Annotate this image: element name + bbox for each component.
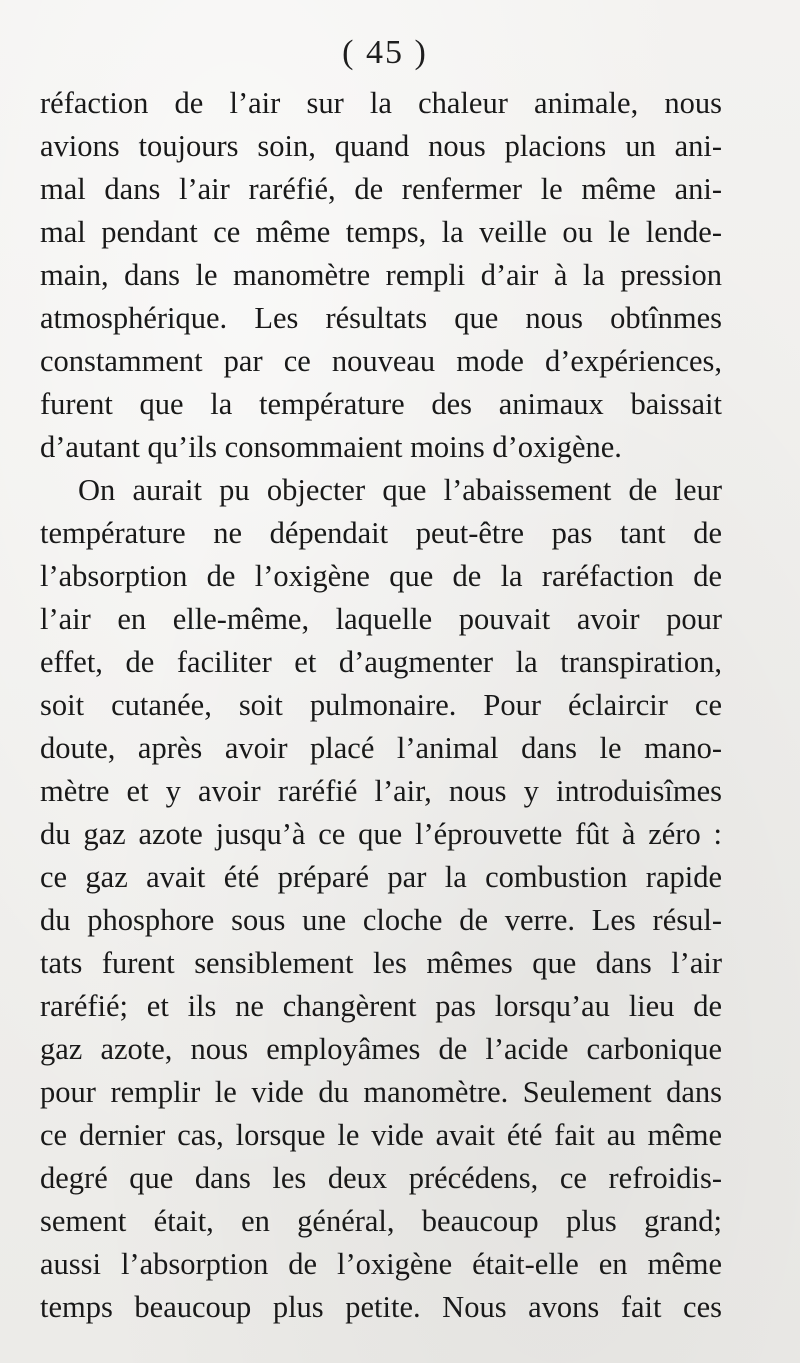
- text-line: raréfié; et ils ne changèrent pas lorsqu’au lieu de: [40, 989, 722, 1023]
- paragraph-2: [40, 469, 722, 1329]
- text-line: soit cutanée, soit pulmonaire. Pour éclaircir ce: [40, 688, 722, 722]
- text-line: effet, de faciliter et d’augmenter la transpiration,: [40, 645, 722, 679]
- text-line: mal dans l’air raréfié, de renfermer le même ani-: [40, 172, 722, 206]
- text-line: pour remplir le vide du manomètre. Seulement dans: [40, 1075, 722, 1109]
- text-line: doute, après avoir placé l’animal dans le mano-: [40, 731, 722, 765]
- text-line: température ne dépendait peut-être pas tant de: [40, 516, 722, 550]
- text-line: atmosphérique. Les résultats que nous obtînmes: [40, 301, 722, 335]
- text-line: du gaz azote jusqu’à ce que l’éprouvette fût à zéro :: [40, 817, 722, 851]
- text-line: On aurait pu objecter que l’abaissement de leur: [78, 473, 722, 507]
- text-line: mètre et y avoir raréfié l’air, nous y introduisîmes: [40, 774, 722, 808]
- text-line: ce gaz avait été préparé par la combustion rapide: [40, 860, 722, 894]
- text-line: aussi l’absorption de l’oxigène était-elle en même: [40, 1247, 722, 1281]
- text-line: sement était, en général, beaucoup plus grand;: [40, 1204, 722, 1238]
- text-line: mal pendant ce même temps, la veille ou le lende-: [40, 215, 722, 249]
- text-line: main, dans le manomètre rempli d’air à la pression: [40, 258, 722, 292]
- page-number: ( 45 ): [342, 34, 428, 71]
- text-line: constamment par ce nouveau mode d’expériences,: [40, 344, 722, 378]
- text-line: tats furent sensiblement les mêmes que dans l’air: [40, 946, 722, 980]
- text-line: l’air en elle-même, laquelle pouvait avoir pour: [40, 602, 722, 636]
- text-line: réfaction de l’air sur la chaleur animale, nous: [40, 86, 722, 120]
- text-line: degré que dans les deux précédens, ce refroidis-: [40, 1161, 722, 1195]
- text-line: ce dernier cas, lorsque le vide avait été fait au même: [40, 1118, 722, 1152]
- body-text: [40, 82, 722, 1329]
- text-line: temps beaucoup plus petite. Nous avons fait ces: [40, 1290, 722, 1324]
- paragraph-1: [40, 82, 722, 469]
- text-line: l’absorption de l’oxigène que de la raréfaction de: [40, 559, 722, 593]
- text-line: du phosphore sous une cloche de verre. Les résul-: [40, 903, 722, 937]
- text-line: avions toujours soin, quand nous placions un ani-: [40, 129, 722, 163]
- text-line: d’autant qu’ils consommaient moins d’oxigène.: [40, 430, 622, 464]
- text-line: gaz azote, nous employâmes de l’acide carbonique: [40, 1032, 722, 1066]
- text-line: furent que la température des animaux baissait: [40, 387, 722, 421]
